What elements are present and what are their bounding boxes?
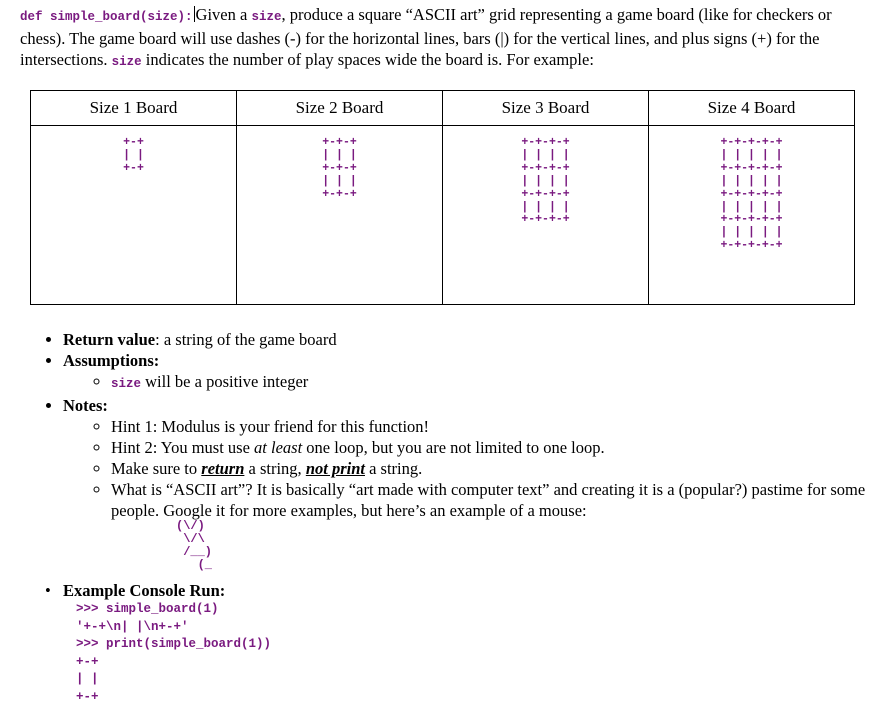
assumptions-sublist (63, 371, 883, 395)
intro-paragraph (20, 4, 870, 73)
board-grid-1: +-+ | | +-+ (123, 136, 144, 175)
intro-code-size-1: size (251, 10, 282, 24)
return-value-label: Return value (63, 330, 156, 349)
make-not-print-emphasis: not print (305, 459, 365, 478)
header-size-3: Size 3 Board (443, 91, 649, 126)
hint-1: ◦ Hint 1: Modulus is your friend for this function! (111, 416, 883, 437)
assumptions-label: Assumptions: (63, 351, 160, 370)
board-cell-4 (649, 126, 855, 305)
console-run: >>> simple_board(1) '+-+\n| |\n+-+' >>> print(simple_board(1)) +-+ | | +-+ (76, 602, 272, 704)
assumption-item (111, 371, 883, 395)
console-label: Example Console Run: (63, 581, 226, 600)
make-return-emphasis: return (201, 459, 245, 478)
hint-2-text-a: Hint 2: You must use (111, 438, 255, 457)
ascii-art-note: ◦ What is “ASCII art”? It is basically “art made with computer text” and creating it is a (popular?) pastime for some people. Google it for more examples, but here’s an example of a mouse: (111, 479, 883, 521)
return-value-item (63, 329, 883, 350)
assumptions-item (63, 350, 883, 395)
header-size-4: Size 4 Board (649, 91, 855, 126)
make-text-b: a string, (244, 459, 306, 478)
details-list (45, 329, 883, 521)
make-sure-note (111, 458, 883, 479)
text-cursor (194, 6, 195, 22)
intro-text-1: Given a (195, 5, 252, 24)
assumption-text: will be a positive integer (141, 372, 309, 391)
make-text-c: a string. (364, 459, 423, 478)
return-value-text: : a string of the game board (155, 330, 337, 349)
make-text-a: Make sure to (111, 459, 202, 478)
ascii-mouse: (\/) \/\ /__) (_ (176, 519, 213, 572)
assumption-code-size: size (111, 377, 142, 391)
notes-item (63, 395, 883, 521)
console-bullet: • (45, 581, 51, 600)
board-grid-4: +-+-+-+-+ | | | | | +-+-+-+-+ | | | | | +-+-+-+-+ | | | | | +-+-+-+-+ | | | | | +-+-+-+-+ (720, 136, 783, 253)
boards-table (30, 90, 855, 305)
board-cell-2 (237, 126, 443, 305)
board-cell-1 (31, 126, 237, 305)
console-title (45, 580, 225, 601)
intro-code-size-2: size (111, 55, 142, 69)
hint-2 (111, 437, 883, 458)
board-grid-2: +-+-+ | | | +-+-+ | | | +-+-+ (322, 136, 357, 201)
notes-sublist (63, 416, 883, 521)
notes-label: Notes: (63, 396, 108, 415)
header-size-2: Size 2 Board (237, 91, 443, 126)
intro-text-2: , produce a square “ASCII art” grid representing a game board (like for checkers or chess). The game board will use dashes (-) for the horizontal lines, bars (|) for the vertical lines, and plus signs (+) for the intersections. (20, 5, 832, 69)
board-cell-3 (443, 126, 649, 305)
hint-2-emphasis: at least (254, 438, 303, 457)
board-grid-3: +-+-+-+ | | | | +-+-+-+ | | | | +-+-+-+ | | | | +-+-+-+ (521, 136, 570, 227)
header-size-1: Size 1 Board (31, 91, 237, 126)
function-signature: def simple_board(size): (20, 10, 193, 24)
hint-2-text-b: one loop, but you are not limited to one loop. (302, 438, 605, 457)
intro-text-3: indicates the number of play spaces wide the board is. For example: (141, 50, 594, 69)
